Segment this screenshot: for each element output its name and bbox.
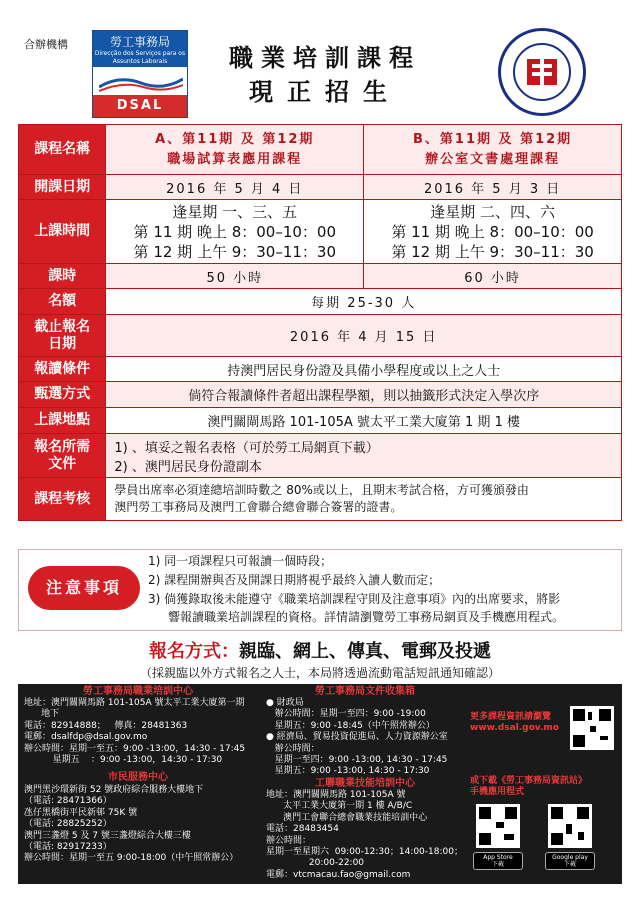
website-qr-code-icon bbox=[570, 706, 614, 750]
dsal-logo-wave-icon bbox=[99, 73, 183, 93]
note-item-3: 3) 倘獲錄取後未能遵守《職業培訓課程守則及注意事項》內的出席要求，將影 bbox=[148, 592, 561, 606]
documents-value bbox=[106, 434, 622, 478]
course-a-name-line2: 職場試算表應用課程 bbox=[167, 151, 303, 167]
course-a-name-line1: A、第11期 及 第12期 bbox=[155, 131, 315, 147]
footer-union-center-heading: 工聯職業技能培訓中心 bbox=[315, 778, 415, 789]
label-requirement: 報讀條件 bbox=[19, 357, 106, 382]
label-documents bbox=[19, 434, 106, 478]
assessment-value bbox=[106, 478, 622, 521]
label-selection: 甄選方式 bbox=[19, 382, 106, 408]
note-item-3-cont: 響報讀職業培訓課程的資格。詳情請瀏覽勞工事務局網頁及手機應用程式。 bbox=[168, 610, 565, 624]
union-seal-icon bbox=[501, 31, 583, 113]
assessment-line-2: 澳門勞工事務局及澳門工會聯合總會聯合簽署的證書。 bbox=[114, 500, 403, 514]
course-b-start-date: 2016 年 5 月 3 日 bbox=[364, 175, 622, 200]
course-b-name bbox=[364, 125, 622, 175]
document-item-1: 1) 、填妥之報名表格（可於勞工局網頁下載） bbox=[114, 440, 379, 456]
google-play-qr-code-icon bbox=[548, 804, 592, 848]
page-title: 職業培訓課程 bbox=[229, 44, 421, 72]
course-a-days: 逢星期 一、三、五 bbox=[172, 202, 298, 221]
notes-label: 注意事項 bbox=[28, 566, 140, 610]
label-course-name: 課程名稱 bbox=[19, 125, 106, 175]
app-store-qr-code-icon bbox=[476, 804, 520, 848]
footer-union-center-text: 地址：澳門關閘馬路 101-105A 號 太平工業大廈第一期 1 樓 A/B/C 澳門工會聯合總會職業技能培訓中心 電話：28483454 辦公時間： 星期一至星期六 09:00-12:30；14:00-18:00； 20:00-22:00 電郵：vtcmacau.fao@gmail.com bbox=[266, 790, 463, 880]
row-selection bbox=[19, 382, 622, 408]
signup-note: （採親臨以外方式報名之人士，本局將透過流動電話短訊通知確認） bbox=[139, 666, 500, 680]
course-b-time-2: 第 12 期 上午 9：30–11：30 bbox=[391, 242, 594, 261]
footer-dsal-center-text: 地址：澳門關閘馬路 101-105A 號太平工業大廈第一期 地下 電話：82914888； 傳真：28481363 電郵：dsalfdp@dsal.gov.mo 辦公時間：星期一至五：9:00 -13:00，14:30 - 17:45 星期五 ：9:00 -13:00，14:30 - 17:30 bbox=[24, 698, 246, 766]
label-venue: 上課地點 bbox=[19, 408, 106, 434]
dsal-logo-name: 勞工事務局 bbox=[109, 35, 170, 49]
course-info-table bbox=[18, 124, 622, 521]
label-assessment: 課程考核 bbox=[19, 478, 106, 521]
footer-service-center-heading: 市民服務中心 bbox=[108, 772, 168, 783]
row-venue bbox=[19, 408, 622, 434]
label-hours: 課時 bbox=[19, 264, 106, 289]
venue-value: 澳門關閘馬路 101-105A 號太平工業大廈第 1 期 1 樓 bbox=[106, 408, 622, 434]
course-a-name bbox=[106, 125, 364, 175]
course-a-class-time bbox=[106, 200, 364, 264]
requirement-value: 持澳門居民身份證及具備小學程度或以上之人士 bbox=[106, 357, 622, 382]
row-documents bbox=[19, 434, 622, 478]
label-class-time: 上課時間 bbox=[19, 200, 106, 264]
note-item-1: 1) 同一項課程只可報讀一個時段； bbox=[148, 554, 333, 568]
dsal-logo bbox=[92, 30, 188, 118]
page-subtitle: 現正招生 bbox=[249, 78, 401, 106]
label-start-date: 開課日期 bbox=[19, 175, 106, 200]
google-play-badge[interactable]: Google play 下載 bbox=[545, 852, 595, 870]
app-store-badge[interactable]: App Store 下載 bbox=[473, 852, 523, 870]
dsal-logo-name-pt: Direcção dos Serviços para os Assuntos Laborais bbox=[94, 50, 186, 65]
label-deadline bbox=[19, 315, 106, 357]
organizer-label: 合辦機構 bbox=[24, 38, 68, 51]
note-item-2: 2) 課程開辦與否及開課日期將視乎最終入讀人數而定； bbox=[148, 573, 441, 587]
signup-label: 報名方式： bbox=[149, 641, 239, 662]
selection-value: 倘符合報讀條件者超出課程學額，則以抽籤形式決定入學次序 bbox=[106, 382, 622, 408]
signup-methods bbox=[0, 637, 640, 663]
row-quota bbox=[19, 289, 622, 315]
footer-website-text: 更多課程資訊請瀏覽 www.dsal.gov.mo bbox=[470, 712, 559, 734]
quota-value: 每期 25-30 人 bbox=[106, 289, 622, 315]
course-a-time-2: 第 12 期 上午 9：30–11：30 bbox=[133, 242, 337, 261]
document-item-2: 2) 、澳門居民身份證副本 bbox=[114, 459, 262, 475]
signup-methods-text: 親臨、網上、傳真、電郵及投遞 bbox=[239, 641, 491, 662]
label-quota: 名額 bbox=[19, 289, 106, 315]
row-hours bbox=[19, 264, 622, 289]
label-deadline-line2: 日期 bbox=[48, 335, 77, 352]
union-seal-logo bbox=[498, 28, 586, 116]
assessment-line-1: 學員出席率必須達總培訓時數之 80%或以上，且期末考試合格，方可獲頒發由 bbox=[114, 483, 529, 497]
course-a-hours: 50 小時 bbox=[106, 264, 364, 289]
course-b-time-1: 第 11 期 晚上 8：00–10：00 bbox=[391, 222, 594, 241]
course-b-class-time bbox=[364, 200, 622, 264]
course-a-time-1: 第 11 期 晚上 8：00–10：00 bbox=[133, 222, 337, 241]
deadline-value: 2016 年 4 月 15 日 bbox=[106, 315, 622, 357]
footer-service-center-text: 澳門黑沙環新街 52 號政府綜合服務大樓地下 （電話: 28471366） 氹仔黑橋街平民新邨 75K 號 （電話: 28825252） 澳門三盞燈 5 及 7 號三盞燈綜合大樓三樓 （電話: 82917233） 辦公時間：星期一至五 9:00-18:00（中午照常辦公） bbox=[24, 785, 239, 864]
label-deadline-line1: 截止報名 bbox=[34, 318, 91, 335]
dsal-logo-abbr: DSAL bbox=[93, 95, 187, 117]
contact-footer bbox=[18, 684, 622, 884]
course-b-hours: 60 小時 bbox=[364, 264, 622, 289]
row-class-time bbox=[19, 200, 622, 264]
row-start-date bbox=[19, 175, 622, 200]
row-assessment bbox=[19, 478, 622, 521]
course-b-days: 逢星期 二、四、六 bbox=[430, 202, 555, 221]
row-course-name bbox=[19, 125, 622, 175]
course-a-start-date: 2016 年 5 月 4 日 bbox=[106, 175, 364, 200]
course-b-name-line1: B、第11期 及 第12期 bbox=[413, 131, 573, 147]
label-documents-line1: 報名所需 bbox=[34, 438, 91, 455]
course-b-name-line2: 辦公室文書處理課程 bbox=[425, 151, 561, 167]
footer-dropbox-text: ● 財政局 辦公時間：星期一至四：9:00 -19:00 星期五：9:00 -18:45（中午照常辦公） ● 經濟局、貿易投資促進局、人力資源辦公室 辦公時間： 星期一至四：9:00 -13:00, 14:30 - 17:45 星期五：9:00 -13:00, 14:30 - 17:30 bbox=[266, 698, 448, 777]
label-documents-line2: 文件 bbox=[48, 455, 77, 472]
footer-dropbox-heading: 勞工事務局文件收集箱 bbox=[315, 686, 415, 697]
row-requirement bbox=[19, 357, 622, 382]
row-deadline bbox=[19, 315, 622, 357]
footer-app-text: 或下載《勞工事務局資訊站》 手機應用程式 bbox=[470, 776, 588, 798]
footer-dsal-center-heading: 勞工事務局職業培訓中心 bbox=[83, 686, 193, 697]
